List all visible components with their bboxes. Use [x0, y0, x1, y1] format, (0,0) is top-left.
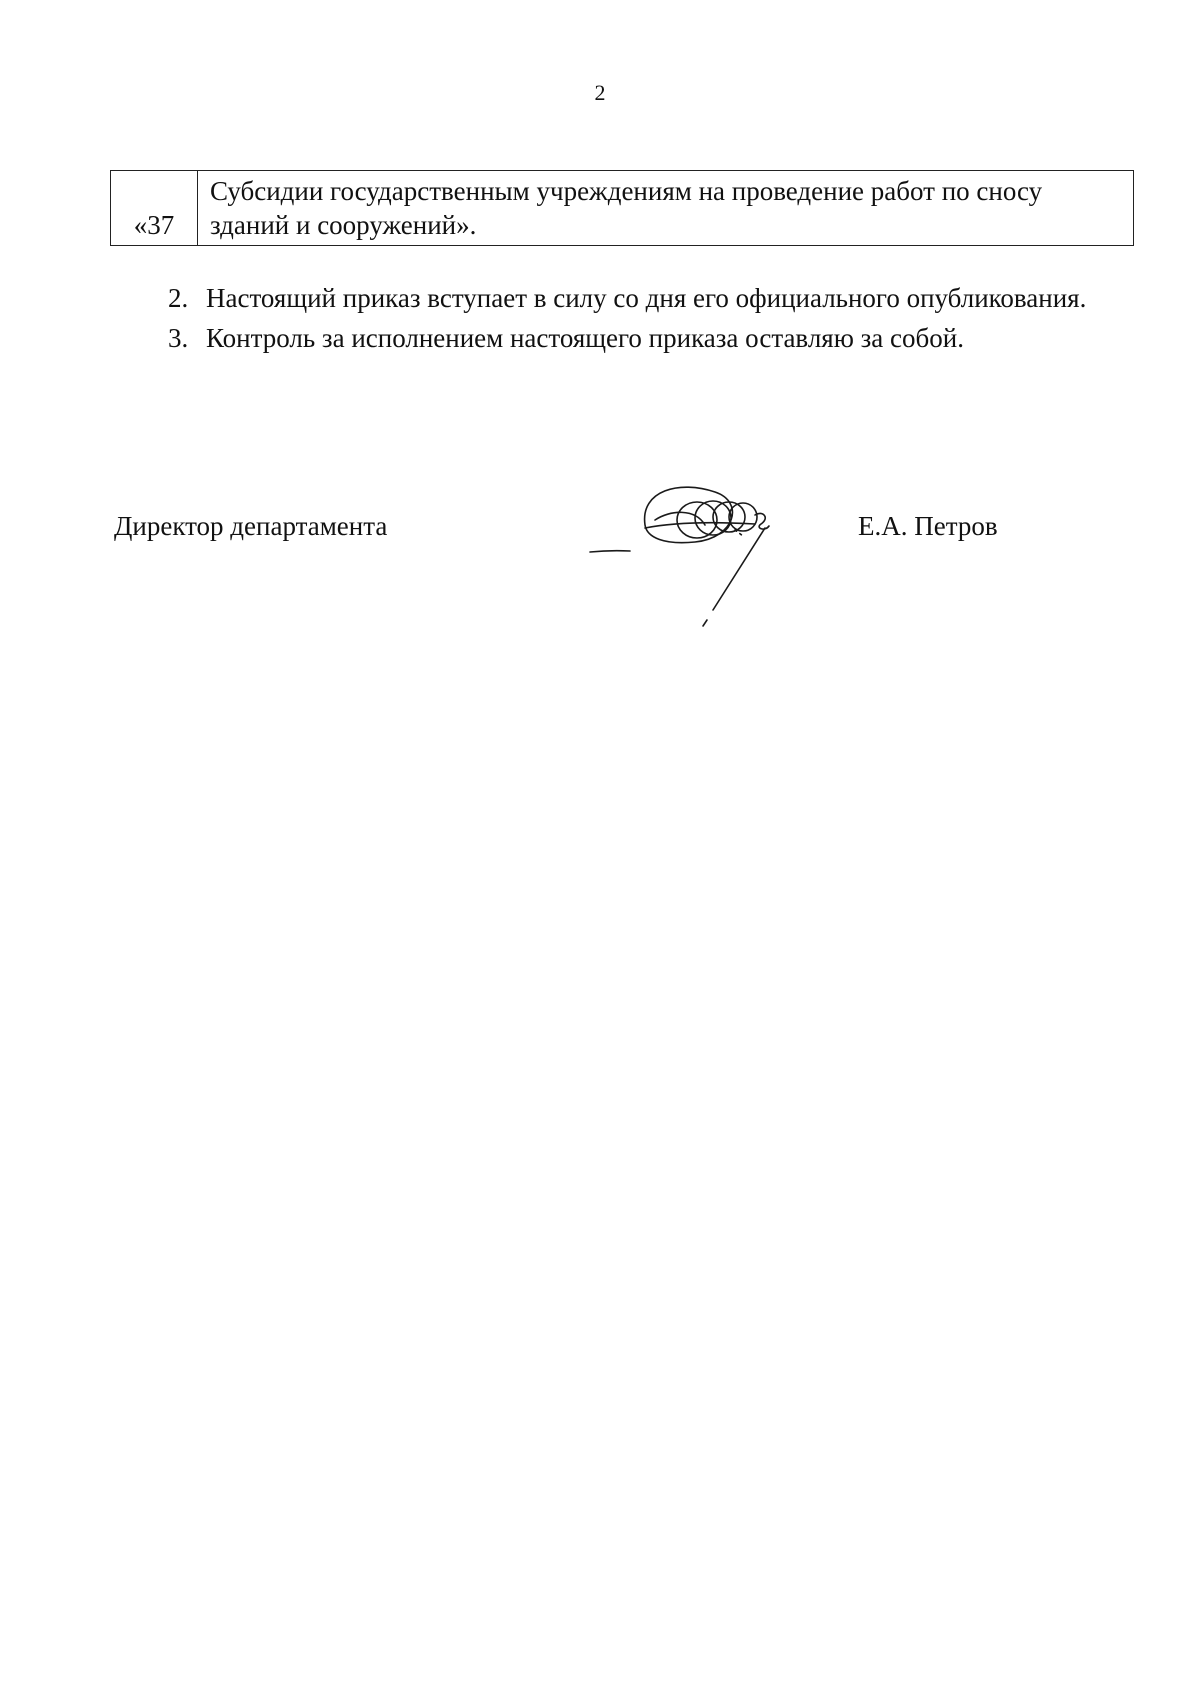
- clause-number: 3.: [168, 323, 189, 353]
- signatory-position: Директор департамента: [114, 511, 388, 541]
- clause-number: 2.: [168, 283, 189, 313]
- handwritten-signature: [585, 470, 825, 670]
- page-number: 2: [594, 80, 606, 105]
- row-number-cell: «37: [111, 171, 198, 246]
- table-row: [111, 171, 1134, 246]
- clause-item: [168, 318, 1086, 358]
- clause-text: Контроль за исполнением настоящего приказа оставляю за собой.: [206, 323, 964, 353]
- appendix-table: [110, 170, 1134, 246]
- signatory-name: Е.А. Петров: [858, 511, 998, 541]
- clauses-list: [168, 278, 1086, 358]
- row-text-cell: Субсидии государственным учреждениям на проведение работ по сносу зданий и сооружений».: [198, 171, 1134, 246]
- clause-text: Настоящий приказ вступает в силу со дня его официального опубликования.: [206, 283, 1087, 313]
- clause-item: [168, 278, 1086, 318]
